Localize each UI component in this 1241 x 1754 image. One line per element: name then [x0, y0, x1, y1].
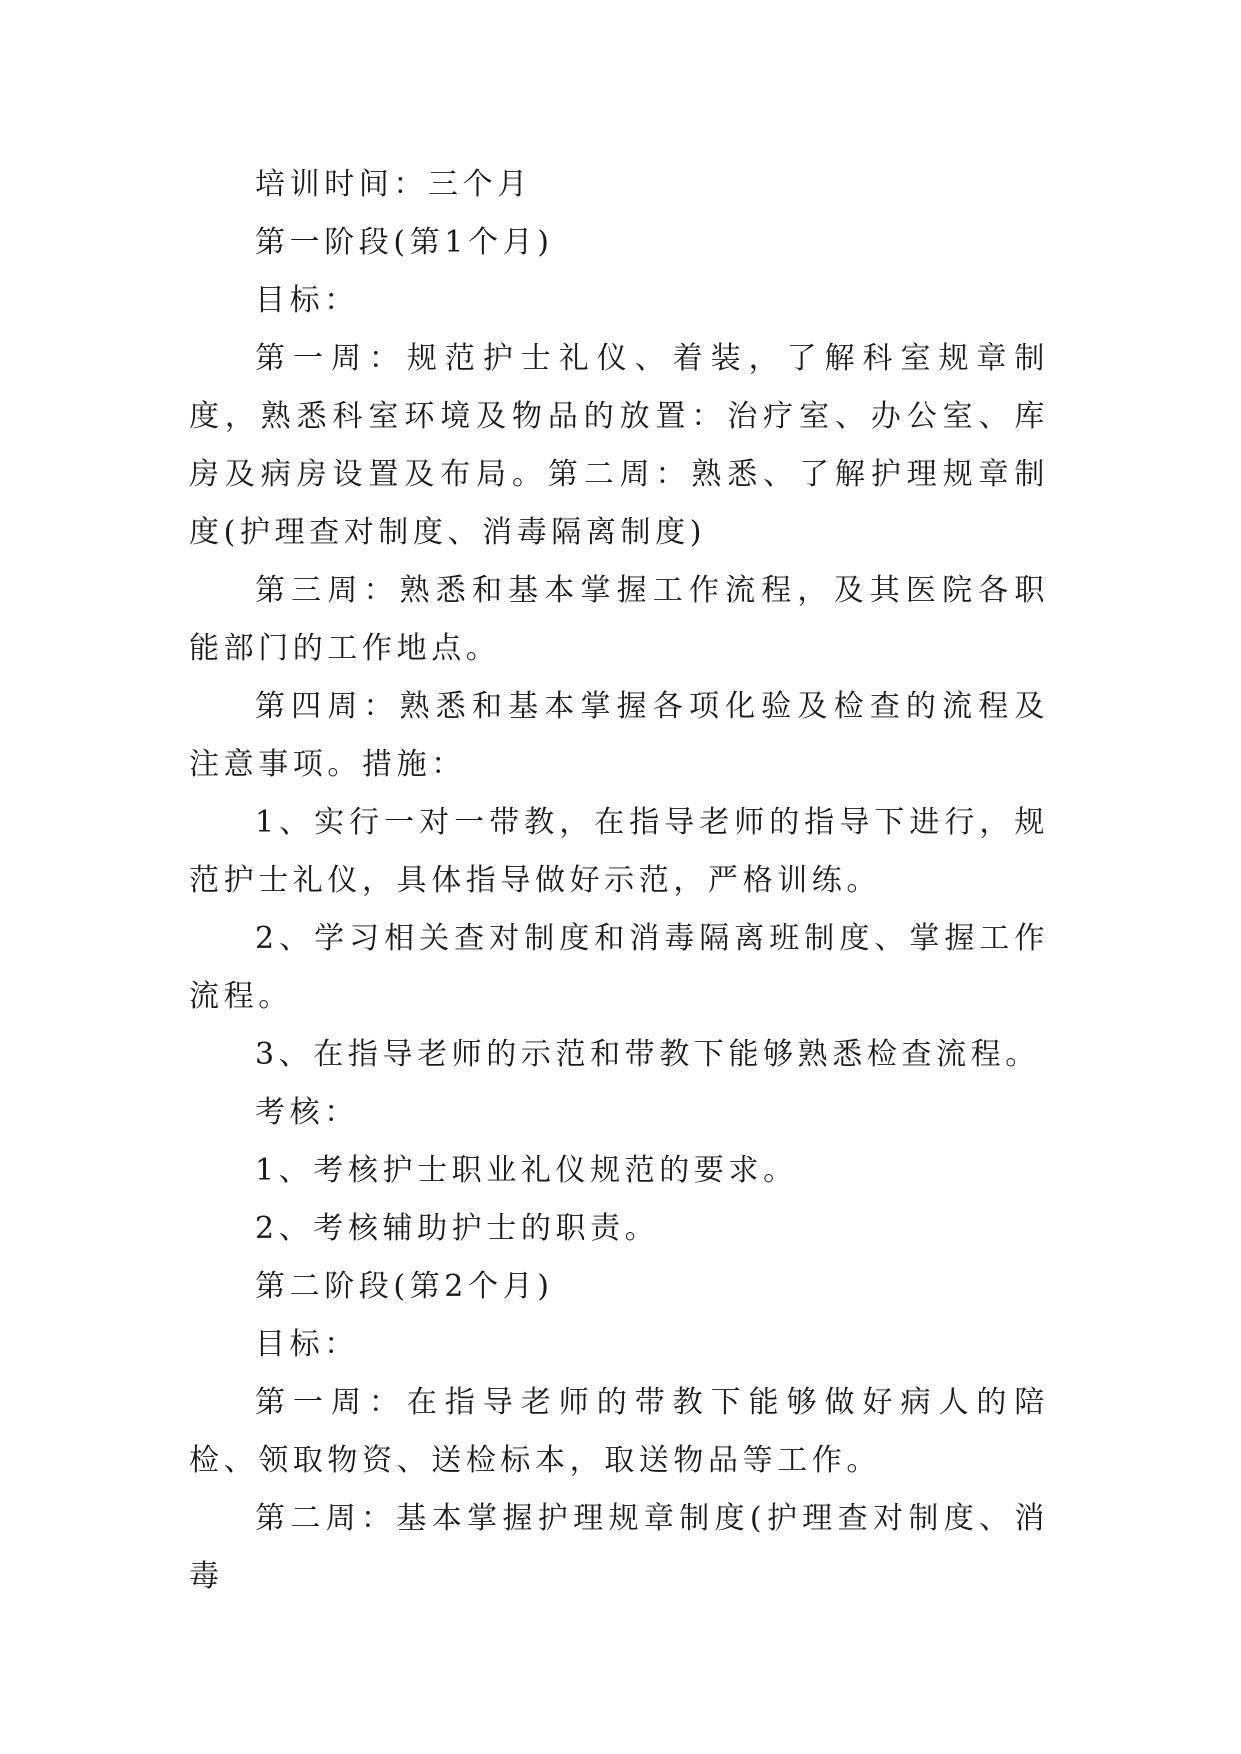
stage-two-week-one-paragraph: 第一周：在指导老师的带教下能够做好病人的陪检、领取物资、送检标本，取送物品等工作。	[189, 1385, 1049, 1478]
document-page	[189, 156, 1049, 1606]
measure-item-2: 2、学习相关查对制度和消毒隔离班制度、掌握工作流程。	[189, 921, 1049, 1014]
stage-two-heading: 第二阶段(第2个月)	[255, 1269, 554, 1304]
goals-label: 目标：	[255, 283, 359, 318]
stage-one-heading: 第一阶段(第1个月)	[255, 225, 554, 260]
assessment-label: 考核：	[255, 1095, 359, 1130]
training-duration: 培训时间：三个月	[255, 167, 532, 202]
goals-label-2: 目标：	[255, 1327, 359, 1362]
week-four-paragraph: 第四周：熟悉和基本掌握各项化验及检查的流程及注意事项。措施：	[189, 689, 1049, 782]
assessment-item-1: 1、考核护士职业礼仪规范的要求。	[255, 1153, 798, 1188]
measure-item-1: 1、实行一对一带教，在指导老师的指导下进行，规范护士礼仪，具体指导做好示范，严格训练。	[189, 805, 1049, 898]
week-three-paragraph: 第三周：熟悉和基本掌握工作流程，及其医院各职能部门的工作地点。	[189, 573, 1049, 666]
week-one-two-paragraph: 第一周：规范护士礼仪、着装，了解科室规章制度，熟悉科室环境及物品的放置：治疗室、办公室、库房及病房设置及布局。第二周：熟悉、了解护理规章制度(护理查对制度、消毒隔离制度)	[189, 341, 1049, 550]
assessment-item-2: 2、考核辅助护士的职责。	[255, 1211, 660, 1246]
stage-two-week-two-paragraph: 第二周：基本掌握护理规章制度(护理查对制度、消毒	[189, 1501, 1049, 1594]
measure-item-3: 3、在指导老师的示范和带教下能够熟悉检查流程。	[255, 1037, 1040, 1072]
